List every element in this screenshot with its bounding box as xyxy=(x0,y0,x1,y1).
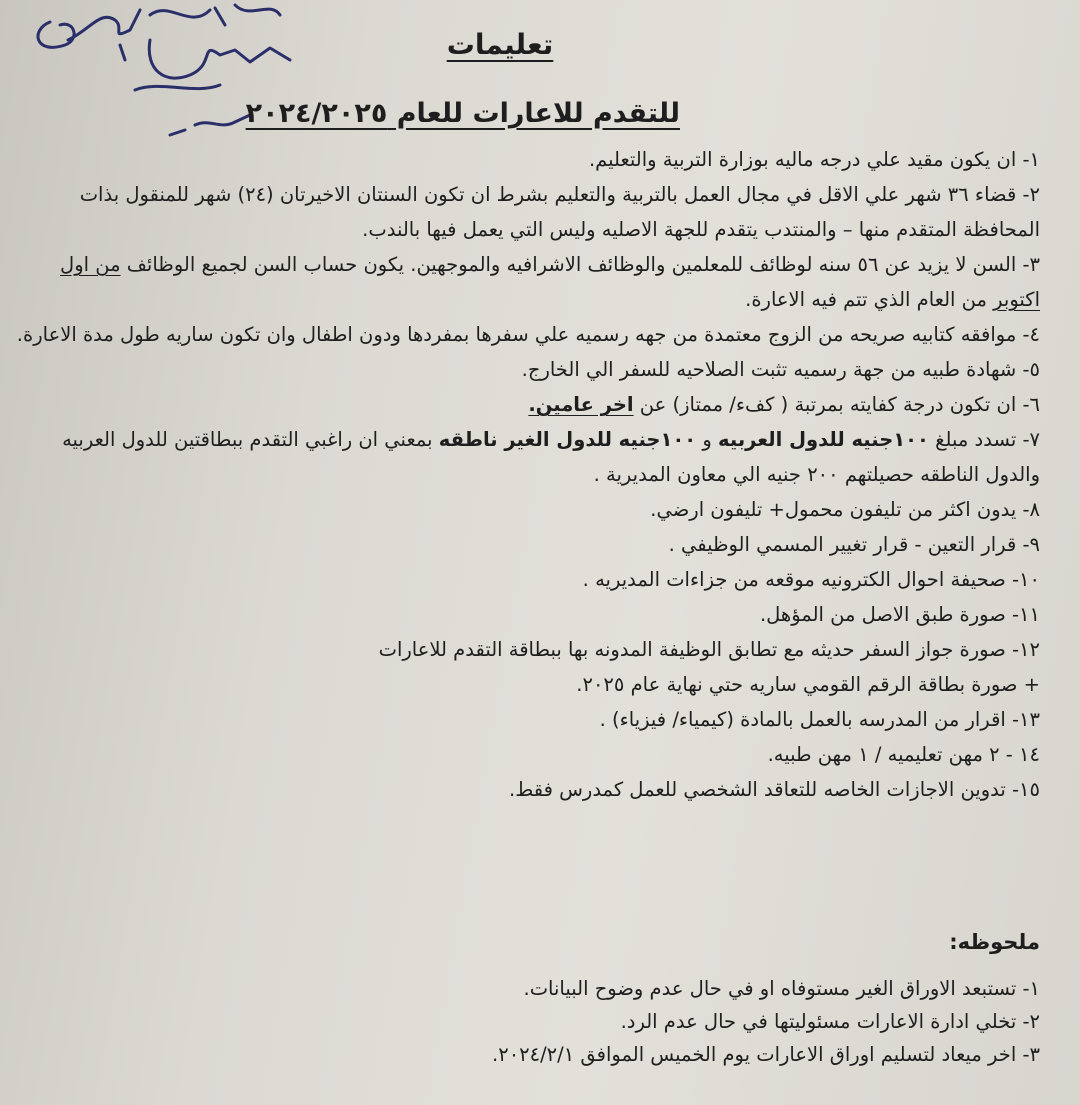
requirement-text: ١٣- اقرار من المدرسه بالعمل بالمادة (كيمياء/ فيزياء) . xyxy=(599,708,1040,731)
requirements-list xyxy=(10,142,1040,807)
notes-list xyxy=(300,972,1040,1071)
requirement-item xyxy=(10,352,1040,387)
requirement-text: + صورة بطاقة الرقم القومي ساريه حتي نهاية عام ٢٠٢٥. xyxy=(576,673,1040,696)
note-item: ٣- اخر ميعاد لتسليم اوراق الاعارات يوم الخميس الموافق ٢٠٢٤/٢/١. xyxy=(492,1043,1040,1066)
requirement-item xyxy=(10,492,1040,527)
requirement-text: ٥- شهادة طبيه من جهة رسميه تثبت الصلاحيه للسفر الي الخارج. xyxy=(521,358,1040,381)
requirement-item xyxy=(10,387,1040,422)
requirement-text: و xyxy=(696,428,719,451)
requirement-item xyxy=(10,737,1040,772)
requirement-item xyxy=(10,667,1040,702)
requirement-text: ١- ان يكون مقيد علي درجه ماليه بوزارة التربية والتعليم. xyxy=(588,148,1040,171)
requirement-text: ٢- قضاء ٣٦ شهر علي الاقل في مجال العمل بالتربية والتعليم بشرط ان تكون السنتان الاخيرتان (٢٤) شهر للمنقول بذات المحافظة المتقدم منها – والمنتدب يتقدم للجهة الاصليه وليس التي يعمل فيها بالندب. xyxy=(79,183,1040,241)
requirement-item xyxy=(10,632,1040,667)
requirement-item xyxy=(10,422,1040,492)
requirement-text: ١٠٠جنيه للدول العربيه xyxy=(718,428,929,451)
requirement-text: من العام الذي تتم فيه الاعارة. xyxy=(745,288,994,311)
requirement-text: ١٤ - ٢ مهن تعليميه / ١ مهن طبيه. xyxy=(767,743,1040,766)
requirement-text: اخر عامين. xyxy=(528,393,634,416)
requirement-item xyxy=(10,177,1040,247)
requirement-text: ٩- قرار التعين - قرار تغيير المسمي الوظيفي . xyxy=(668,533,1040,556)
requirement-text: ٧- تسدد مبلغ xyxy=(928,428,1040,451)
requirement-text: بمعني ان راغبي التقدم ببطاقتين للدول العربيه والدول الناطقه حصيلتهم ٢٠٠ جنيه الي معاون المديرية . xyxy=(62,428,1040,486)
requirement-text: ١٢- صورة جواز السفر حديثه مع تطابق الوظيفة المدونه بها ببطاقة التقدم للاعارات xyxy=(378,638,1040,661)
note-item: ٢- تخلي ادارة الاعارات مسئوليتها في حال عدم الرد. xyxy=(620,1010,1040,1033)
requirement-item xyxy=(10,597,1040,632)
requirement-text: ٦- ان تكون درجة كفايته بمرتبة ( كفء/ ممتاز) عن xyxy=(633,393,1040,416)
requirement-item xyxy=(10,317,1040,352)
requirement-text: ٣- السن لا يزيد عن ٥٦ سنه لوظائف للمعلمين والوظائف الاشرافيه والموجهين. يكون حساب السن لجميع الوظائف xyxy=(120,253,1040,276)
requirement-text: ٨- يدون اكثر من تليفون محمول+ تليفون ارضي. xyxy=(650,498,1040,521)
requirement-text: ١٠٠جنيه للدول الغير ناطقه xyxy=(438,428,697,451)
requirement-item xyxy=(10,142,1040,177)
requirement-item xyxy=(10,702,1040,737)
note-item: ١- تستبعد الاوراق الغير مستوفاه او في حال عدم وضوح البيانات. xyxy=(523,977,1040,1000)
requirement-item xyxy=(10,562,1040,597)
requirement-text: ١٥- تدوين الاجازات الخاصه للتعاقد الشخصي للعمل كمدرس فقط. xyxy=(509,778,1040,801)
requirement-text: ٤- موافقه كتابيه صريحه من الزوج معتمدة من جهه رسميه علي سفرها بمفردها ودون اطفال وان تكون ساريه طول مدة الاعارة. xyxy=(16,323,1040,346)
note-heading: ملحوظه: xyxy=(949,930,1040,954)
requirement-item xyxy=(10,247,1040,317)
requirement-item xyxy=(10,527,1040,562)
requirement-item xyxy=(10,772,1040,807)
requirement-text: من اول اكتوبر xyxy=(60,253,1040,311)
requirement-text: ١٠- صحيفة احوال الكترونيه موقعه من جزاءات المديريه . xyxy=(582,568,1040,591)
document-title: تعليمات xyxy=(446,28,554,61)
requirement-text: ١١- صورة طبق الاصل من المؤهل. xyxy=(759,603,1040,626)
document-subtitle: للتقدم للاعارات للعام ٢٠٢٤/٢٠٢٥ xyxy=(245,98,680,129)
